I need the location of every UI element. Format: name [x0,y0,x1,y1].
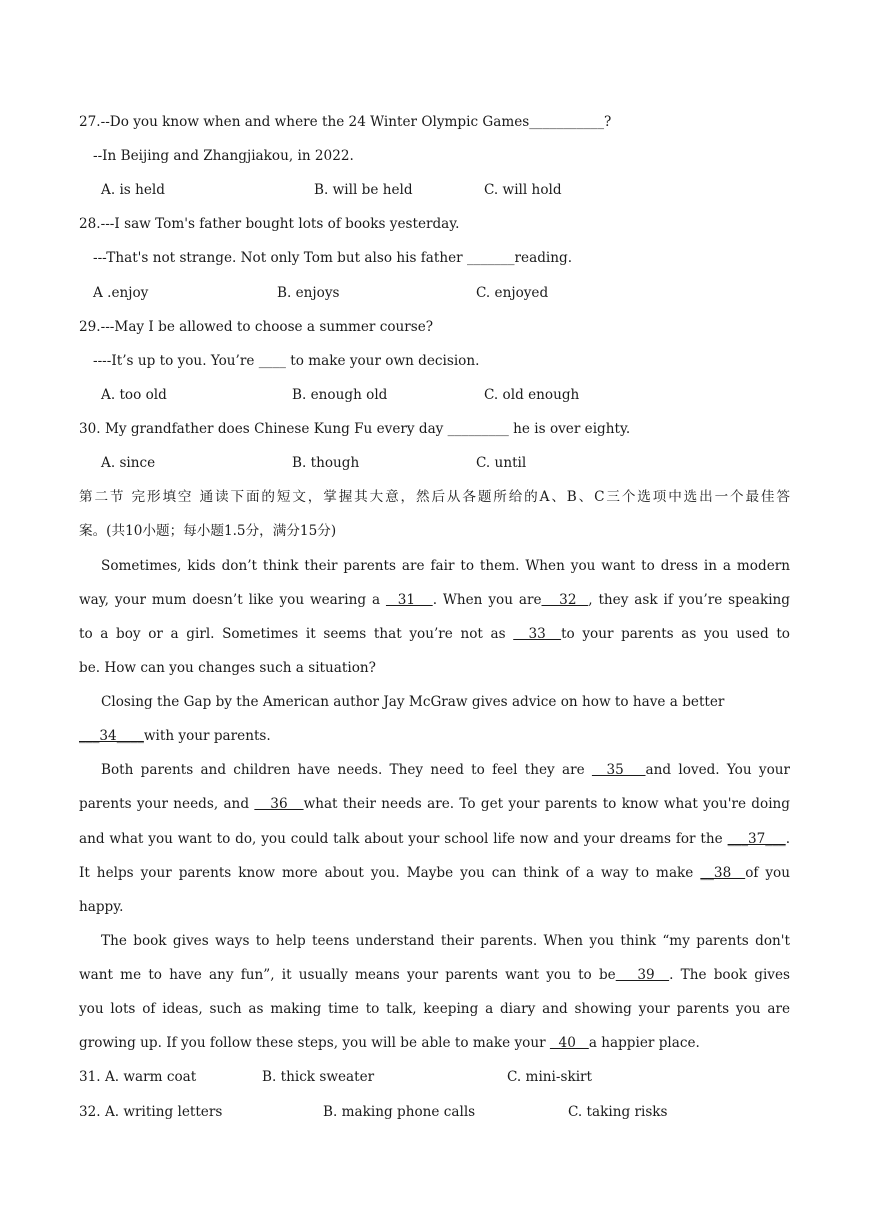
passage-p1-line1: Sometimes, kids don’t think their parents are fair to them. When you want to dress in a modern [101,558,790,574]
blank-39: 39 [615,967,670,983]
blank-36: 36 [254,796,304,812]
blank-33: 33 [513,626,562,642]
q27-option-c: C. will hold [484,182,562,198]
blank-32: 32 [541,592,589,608]
passage-p4-line3: you lots of ideas, such as making time to talk, keeping a diary and showing your parents you are [79,1001,790,1017]
passage-p4-line2: want me to have any fun”, it usually means your parents want you to be 39 . The book gives [79,967,790,983]
passage-p1-line4: be. How can you changes such a situation? [79,660,376,676]
q29-option-b: B. enough old [292,387,388,403]
blank-34: ___34____ [79,728,144,744]
q28-reply: ---That's not strange. Not only Tom but also his father _______reading. [93,250,573,266]
passage-p3-line4: It helps your parents know more about you. Maybe you can think of a way to make __38 of you [79,865,791,881]
blank-38: __38 [700,865,746,881]
q27-reply: --In Beijing and Zhangjiakou, in 2022. [93,148,354,164]
q28-question: 28.---I saw Tom's father bought lots of books yesterday. [79,216,460,232]
q27-option-b: B. will be held [314,182,413,198]
section-heading-line1: 第二节 完形填空 通读下面的短文，掌握其大意，然后从各题所给的A、B、C三个选项中选出一个最佳答 [79,489,790,505]
q32-option-c: C. taking risks [568,1104,668,1120]
passage-p3-line3: and what you want to do, you could talk about your school life now and your dreams for the ___37___. [79,831,791,847]
blank-40: 40 [549,1035,589,1051]
q32-option-b: B. making phone calls [323,1104,476,1120]
blank-37: ___37___ [727,831,786,847]
section-heading-line2: 案。(共10小题；每小题1.5分，满分15分) [79,523,337,539]
q27-question: 27.--Do you know when and where the 24 Winter Olympic Games___________? [79,114,612,130]
q31-option-c: C. mini-skirt [507,1069,593,1085]
q30-option-b: B. though [292,455,360,471]
q32-option-a: 32. A. writing letters [79,1104,223,1120]
passage-p1-line2: way, your mum doesn’t like you wearing a 31 . When you are 32 , they ask if you’re speaking [79,592,791,608]
passage-p3-line1: Both parents and children have needs. They need to feel they are 35 and loved. You your [101,762,791,778]
passage-p1-line3: to a boy or a girl. Sometimes it seems that you’re not as 33 to your parents as you used to [79,626,790,642]
q29-question: 29.---May I be allowed to choose a summer course? [79,319,434,335]
blank-35: 35 [591,762,646,778]
q28-option-c: C. enjoyed [476,285,549,301]
passage-p4-line1: The book gives ways to help teens understand their parents. When you think “my parents don't [101,933,790,949]
q29-option-a: A. too old [101,387,167,403]
passage-p3-line2: parents your needs, and 36 what their needs are. To get your parents to know what you're doing [79,796,790,812]
passage-p2-line1: Closing the Gap by the American author Jay McGraw gives advice on how to have a better [101,694,725,710]
q31-option-b: B. thick sweater [262,1069,375,1085]
blank-31: 31 [385,592,433,608]
q29-reply: ----It’s up to you. You’re ____ to make your own decision. [93,353,480,369]
passage-p2-line2: ___34____with your parents. [79,728,271,744]
passage-p3-line5: happy. [79,899,124,915]
q30-option-c: C. until [476,455,527,471]
q28-option-b: B. enjoys [277,285,340,301]
q29-option-c: C. old enough [484,387,580,403]
passage-p4-line4: growing up. If you follow these steps, you will be able to make your 40 a happier place. [79,1035,700,1051]
q27-option-a: A. is held [101,182,165,198]
q30-option-a: A. since [101,455,156,471]
q31-option-a: 31. A. warm coat [79,1069,197,1085]
q28-option-a: A .enjoy [93,285,149,301]
q30-question: 30. My grandfather does Chinese Kung Fu every day _________ he is over eighty. [79,421,631,437]
